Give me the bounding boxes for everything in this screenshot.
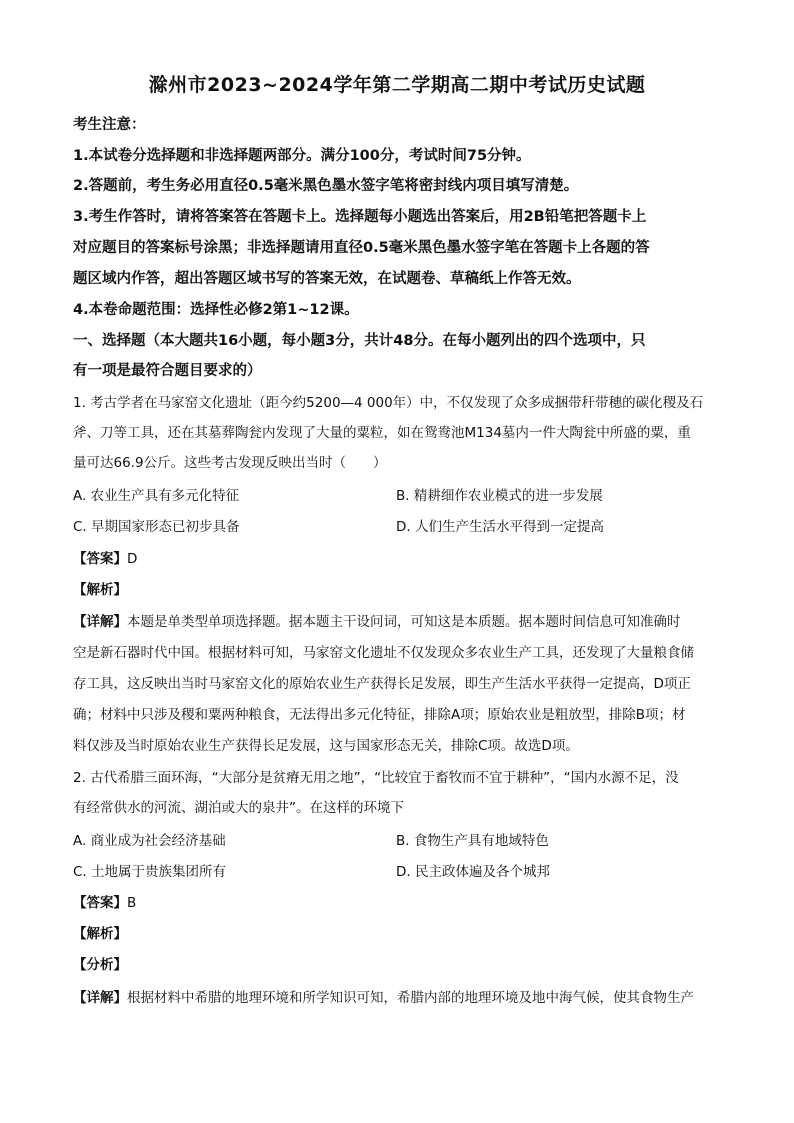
q1-stem-line: 1. 考古学者在马家窑文化遗址（距今约5200—4 000年）中，不仅发现了众多成捆带秆带穗的碳化稷及石: [73, 395, 704, 411]
detail-tag: 【详解】: [73, 990, 127, 1006]
section-heading-cont: 有一项是最符合题目要求的）: [73, 363, 262, 379]
q1-analysis-tag: 【解析】: [73, 582, 127, 598]
detail-tag: 【详解】: [73, 614, 127, 630]
section-heading: 一、选择题（本大题共16小题，每小题3分，共计48分。在每小题列出的四个选项中，只: [73, 333, 646, 349]
q1-option-a: A. 农业生产具有多元化特征: [73, 488, 240, 504]
q2-option-c: C. 土地属于贵族集团所有: [73, 864, 227, 880]
answer-value: D: [127, 551, 138, 567]
answer-value: B: [127, 895, 137, 911]
q1-stem-line: 斧、刀等工具，还在其墓葬陶瓮内发现了大量的粟粒，如在鸳鸯池M134墓内一件大陶瓮中所盛的粟，重: [73, 425, 691, 441]
q1-detail-line: 确；材料中只涉及稷和粟两种粮食，无法得出多元化特征，排除A项；原始农业是粗放型，排除B项；材: [73, 707, 686, 723]
answer-tag: 【答案】: [73, 895, 127, 911]
notice-item: 题区域内作答，超出答题区域书写的答案无效，在试题卷、草稿纸上作答无效。: [73, 271, 581, 287]
q2-detail-line: 【详解】根据材料中希腊的地理环境和所学知识可知，希腊内部的地理环境及地中海气候，使其食物生产: [73, 990, 694, 1006]
notice-item: 3.考生作答时，请将答案答在答题卡上。选择题每小题选出答案后，用2B铅笔把答题卡上: [73, 209, 647, 225]
q1-detail-line: 空是新石器时代中国。根据材料可知，马家窑文化遗址不仅发现众多农业生产工具，还发现了大量粮食储: [73, 645, 694, 661]
notice-item: 4.本卷命题范围：选择性必修2第1~12课。: [73, 302, 359, 318]
notice-item: 1.本试卷分选择题和非选择题两部分。满分100分，考试时间75分钟。: [73, 148, 531, 164]
q2-option-d: D. 民主政体遍及各个城邦: [396, 864, 550, 880]
q2-fenxi-tag: 【分析】: [73, 957, 127, 973]
q1-stem-line: 量可达66.9公斤。这些考古发现反映出当时（ ）: [73, 455, 387, 471]
q1-detail-line: 存工具，这反映出当时马家窑文化的原始农业生产获得长足发展，即生产生活水平获得一定提高，D项正: [73, 676, 691, 692]
q1-detail-line: 【详解】本题是单类型单项选择题。据本题主干设问词，可知这是本质题。据本题时间信息可知准确时: [73, 614, 681, 630]
q1-answer: [73, 547, 723, 567]
q1-option-c: C. 早期国家形态已初步具备: [73, 519, 240, 535]
q2-stem-line: 有经常供水的河流、湖泊或大的泉井”。在这样的环境下: [73, 800, 404, 816]
notice-heading: 考生注意：: [73, 117, 146, 133]
q2-analysis-tag: 【解析】: [73, 926, 127, 942]
q2-answer: [73, 891, 723, 911]
q2-stem-line: 2. 古代希腊三面环海，“大部分是贫瘠无用之地”，“比较宜于畜牧而不宜于耕种”，“国内水源不足，没: [73, 770, 679, 786]
page-title: 滁州市2023~2024学年第二学期高二期中考试历史试题: [148, 74, 646, 96]
notice-item: 对应题目的答案标号涂黑；非选择题请用直径0.5毫米黑色墨水签字笔在答题卡上各题的答: [73, 240, 650, 256]
q1-option-d: D. 人们生产生活水平得到一定提高: [396, 519, 604, 535]
answer-tag: 【答案】: [73, 551, 127, 567]
notice-item: 2.答题前，考生务必用直径0.5毫米黑色墨水签字笔将密封线内项目填写清楚。: [73, 178, 579, 194]
q1-detail-line: 料仅涉及当时原始农业生产获得长足发展，这与国家形态无关，排除C项。故选D项。: [73, 738, 579, 754]
q2-option-a: A. 商业成为社会经济基础: [73, 833, 226, 849]
q2-option-b: B. 食物生产具有地域特色: [396, 833, 549, 849]
q1-option-b: B. 精耕细作农业模式的进一步发展: [396, 488, 603, 504]
